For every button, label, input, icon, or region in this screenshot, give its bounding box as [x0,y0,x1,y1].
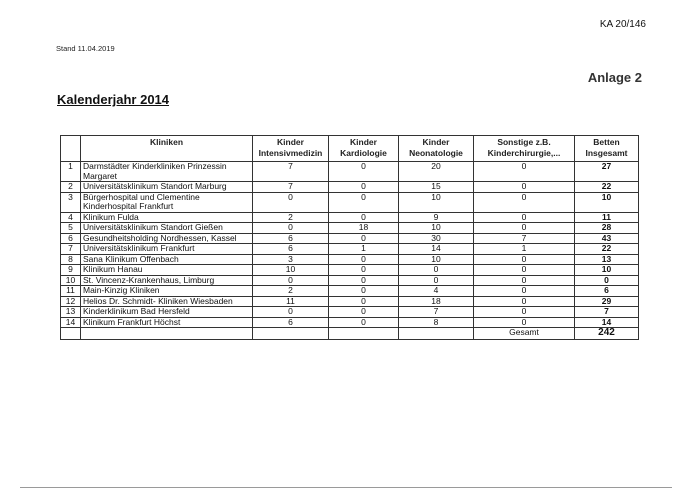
table-row [61,307,639,318]
row-index: 2 [61,182,81,193]
row-betten: 13 [575,254,639,265]
row-klinik: Universitätsklinikum Frankfurt [81,244,253,255]
row-betten: 27 [575,162,639,182]
row-index: 6 [61,233,81,244]
row-neo: 14 [399,244,474,255]
row-sonstige: 0 [474,182,575,193]
table-row [61,192,639,212]
table-row [61,233,639,244]
row-intensiv: 10 [253,265,329,276]
row-intensiv: 2 [253,212,329,223]
row-klinik: Main-Kinzig Kliniken [81,286,253,297]
row-intensiv: 6 [253,317,329,328]
table-row [61,286,639,297]
row-kardio: 0 [329,162,399,182]
row-intensiv: 3 [253,254,329,265]
row-kardio: 0 [329,212,399,223]
header-kardio: Kinder Kardiologie [329,136,399,162]
row-sonstige: 0 [474,162,575,182]
row-sonstige: 0 [474,223,575,234]
row-intensiv: 0 [253,275,329,286]
row-sonstige: 0 [474,275,575,286]
row-intensiv: 11 [253,296,329,307]
row-neo: 10 [399,254,474,265]
row-kardio: 18 [329,223,399,234]
total-blank-1 [61,328,81,340]
row-neo: 20 [399,162,474,182]
header-kliniken: Kliniken [81,136,253,162]
total-blank-2 [81,328,253,340]
row-kardio: 0 [329,192,399,212]
table-row [61,182,639,193]
clinic-table [60,135,639,340]
row-betten: 14 [575,317,639,328]
row-klinik: Klinikum Fulda [81,212,253,223]
row-betten: 22 [575,244,639,255]
row-klinik: Darmstädter Kinderkliniken Prinzessin Margaret [81,162,253,182]
row-index: 12 [61,296,81,307]
row-index: 5 [61,223,81,234]
row-klinik: Klinikum Frankfurt Höchst [81,317,253,328]
row-klinik: Helios Dr. Schmidt- Kliniken Wiesbaden [81,296,253,307]
row-intensiv: 7 [253,162,329,182]
table-row [61,254,639,265]
row-kardio: 0 [329,286,399,297]
row-index: 9 [61,265,81,276]
total-blank-5 [399,328,474,340]
row-betten: 22 [575,182,639,193]
row-betten: 43 [575,233,639,244]
row-index: 3 [61,192,81,212]
row-klinik: Klinikum Hanau [81,265,253,276]
row-kardio: 0 [329,317,399,328]
row-kardio: 0 [329,254,399,265]
total-blank-4 [329,328,399,340]
row-sonstige: 0 [474,254,575,265]
row-kardio: 1 [329,244,399,255]
row-neo: 9 [399,212,474,223]
row-kardio: 0 [329,275,399,286]
row-betten: 11 [575,212,639,223]
total-blank-3 [253,328,329,340]
row-neo: 0 [399,275,474,286]
row-neo: 4 [399,286,474,297]
row-kardio: 0 [329,265,399,276]
row-betten: 6 [575,286,639,297]
header-index [61,136,81,162]
row-sonstige: 0 [474,317,575,328]
row-intensiv: 0 [253,223,329,234]
table-row [61,212,639,223]
row-kardio: 0 [329,233,399,244]
header-intensiv: Kinder Intensivmedizin [253,136,329,162]
row-klinik: St. Vincenz-Krankenhaus, Limburg [81,275,253,286]
bottom-rule [20,487,672,488]
row-kardio: 0 [329,307,399,318]
row-neo: 7 [399,307,474,318]
row-sonstige: 1 [474,244,575,255]
row-kardio: 0 [329,182,399,193]
row-neo: 10 [399,223,474,234]
table-row [61,317,639,328]
row-index: 13 [61,307,81,318]
header-neo: Kinder Neonatologie [399,136,474,162]
table-row [61,162,639,182]
row-sonstige: 7 [474,233,575,244]
header-sonstige: Sonstige z.B. Kinderchirurgie,... [474,136,575,162]
row-betten: 0 [575,275,639,286]
row-betten: 7 [575,307,639,318]
row-intensiv: 7 [253,182,329,193]
row-betten: 10 [575,192,639,212]
total-row [61,328,639,340]
attachment-label: Anlage 2 [587,70,642,85]
row-index: 11 [61,286,81,297]
total-label: Gesamt [474,328,575,340]
row-sonstige: 0 [474,212,575,223]
table-row [61,265,639,276]
table-row [61,296,639,307]
row-betten: 28 [575,223,639,234]
total-value: 242 [575,328,639,340]
row-neo: 30 [399,233,474,244]
row-betten: 10 [575,265,639,276]
row-sonstige: 0 [474,307,575,318]
row-intensiv: 6 [253,233,329,244]
year-title: Kalenderjahr 2014 [57,92,170,107]
row-index: 7 [61,244,81,255]
row-neo: 10 [399,192,474,212]
row-kardio: 0 [329,296,399,307]
row-sonstige: 0 [474,286,575,297]
row-intensiv: 0 [253,192,329,212]
row-klinik: Sana Klinikum Offenbach [81,254,253,265]
table-row [61,223,639,234]
row-klinik: Gesundheitsholding Nordhessen, Kassel [81,233,253,244]
row-klinik: Universitätsklinikum Standort Gießen [81,223,253,234]
row-neo: 15 [399,182,474,193]
row-intensiv: 2 [253,286,329,297]
row-klinik: Universitätsklinikum Standort Marburg [81,182,253,193]
document-id: KA 20/146 [599,19,646,30]
row-klinik: Bürgerhospital und Clementine Kinderhospital Frankfurt [81,192,253,212]
row-index: 14 [61,317,81,328]
row-sonstige: 0 [474,296,575,307]
row-sonstige: 0 [474,265,575,276]
row-index: 10 [61,275,81,286]
row-index: 1 [61,162,81,182]
row-neo: 0 [399,265,474,276]
row-neo: 8 [399,317,474,328]
table-row [61,275,639,286]
table-body [61,162,639,328]
row-betten: 29 [575,296,639,307]
row-klinik: Kinderklinikum Bad Hersfeld [81,307,253,318]
row-index: 8 [61,254,81,265]
table-header-row [61,136,639,162]
row-sonstige: 0 [474,192,575,212]
clinic-table-container [60,135,638,340]
row-intensiv: 0 [253,307,329,318]
row-intensiv: 6 [253,244,329,255]
table-row [61,244,639,255]
header-betten: Betten Insgesamt [575,136,639,162]
row-index: 4 [61,212,81,223]
stand-date: Stand 11.04.2019 [56,44,115,53]
row-neo: 18 [399,296,474,307]
